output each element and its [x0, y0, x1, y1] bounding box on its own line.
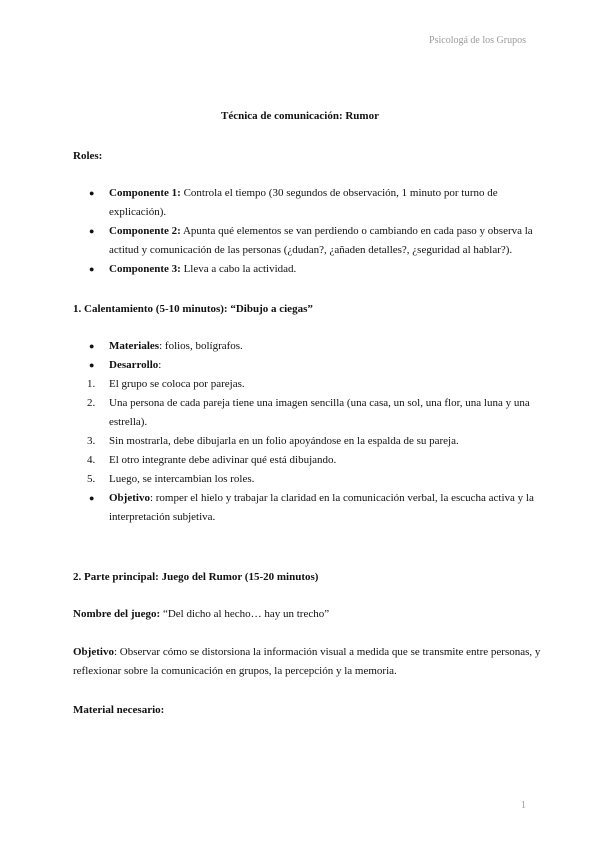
step-number: 3. — [87, 435, 96, 447]
bullet-icon: ● — [89, 226, 95, 236]
role-text: Lleva a cabo la actividad. — [180, 263, 297, 275]
section2-heading: 2. Parte principal: Juego del Rumor (15-20 minutos) — [73, 571, 319, 583]
objective-item — [73, 489, 543, 527]
page-number: 1 — [521, 800, 526, 811]
role-item-2 — [73, 222, 543, 260]
role-label: Componente 3: — [109, 263, 181, 275]
materials-label: Materiales — [109, 340, 160, 352]
step-text: Sin mostrarla, debe dibujarla en un folio apoyándose en la espalda de su pareja. — [109, 435, 459, 447]
game-name-paragraph — [73, 605, 543, 624]
bullet-icon: ● — [89, 264, 95, 274]
section2-objective-paragraph — [73, 643, 543, 681]
step-item — [73, 432, 543, 451]
step-number: 2. — [87, 397, 96, 409]
objective-label: Objetivo — [73, 646, 114, 658]
materials-text: : folios, bolígrafos. — [159, 340, 243, 352]
game-name-text: “Del dicho al hecho… hay un trecho” — [160, 608, 330, 620]
role-text: Controla el tiempo (30 segundos de observación, 1 minuto por turno de explicación). — [109, 187, 498, 218]
desarrollo-item — [73, 356, 543, 375]
bullet-icon: ● — [89, 493, 95, 503]
objective-text: : romper el hielo y trabajar la claridad en la comunicación verbal, la escucha activa y la interpretación subjetiva. — [109, 492, 534, 523]
running-header: Psicologá de los Grupos — [429, 35, 526, 46]
role-text: Apunta qué elementos se van perdiendo o cambiando en cada paso y observa la actitud y comunicación de las personas (¿dudan?, ¿añaden detalles?, ¿seguridad al hablar?). — [109, 225, 533, 256]
objective-label: Objetivo — [109, 492, 150, 504]
document-title: Técnica de comunicación: Rumor — [221, 110, 379, 122]
step-text: Luego, se intercambian los roles. — [109, 473, 255, 485]
role-label: Componente 2: — [109, 225, 181, 237]
step-text: El grupo se coloca por parejas. — [109, 378, 245, 390]
step-number: 4. — [87, 454, 96, 466]
bullet-icon: ● — [89, 341, 95, 351]
role-item-1 — [73, 184, 543, 222]
objective-text: : Observar cómo se distorsiona la información visual a medida que se transmite entre personas, y reflexionar sobre la comunicación en grupos, la percepción y la memoria. — [73, 646, 541, 677]
roles-list — [73, 184, 543, 279]
desarrollo-colon: : — [158, 359, 162, 371]
bullet-icon: ● — [89, 188, 95, 198]
step-item — [73, 451, 543, 470]
step-text: El otro integrante debe adivinar qué está dibujando. — [109, 454, 337, 466]
material-heading: Material necesario: — [73, 704, 165, 716]
desarrollo-label: Desarrollo — [109, 359, 159, 371]
step-text: Una persona de cada pareja tiene una imagen sencilla (una casa, un sol, una flor, una luna y una estrella). — [109, 397, 530, 428]
step-item — [73, 394, 543, 432]
role-item-3 — [73, 260, 543, 279]
section1-heading: 1. Calentamiento (5-10 minutos): “Dibujo a ciegas” — [73, 303, 313, 315]
section1-list — [73, 337, 543, 527]
role-label: Componente 1: — [109, 187, 181, 199]
roles-heading: Roles: — [73, 150, 103, 162]
bullet-icon: ● — [89, 360, 95, 370]
materials-item — [73, 337, 543, 356]
game-name-label: Nombre del juego: — [73, 608, 161, 620]
step-item — [73, 375, 543, 394]
step-item — [73, 470, 543, 489]
step-number: 1. — [87, 378, 96, 390]
step-number: 5. — [87, 473, 96, 485]
